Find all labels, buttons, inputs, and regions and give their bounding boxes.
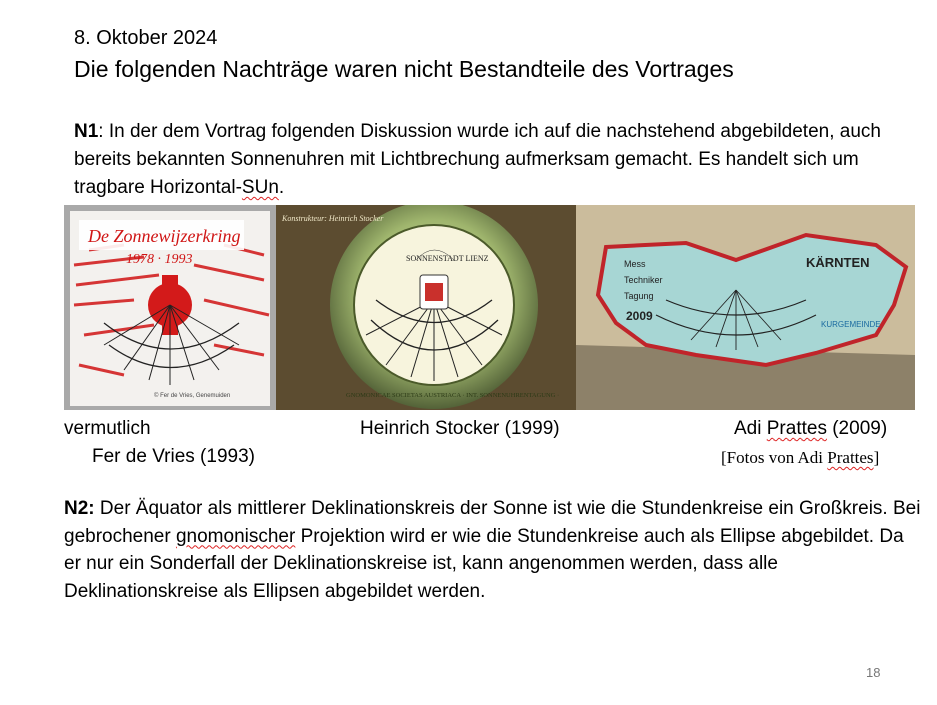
caption-1-line-1: vermutlich — [64, 418, 151, 439]
photo-3-year: 2009 — [626, 309, 653, 323]
caption-1-line-2: Fer de Vries (1993) — [92, 446, 255, 467]
date: 8. Oktober 2024 — [74, 27, 218, 49]
note-n1-text: : In der dem Vortrag folgenden Diskussion wurde ich auf die nachstehend abgebildeten, auch bereits bekannten Sonnenuhren mit Lichtbrechung aufmerksam gemacht. Es handelt sich um tragbare Horizontal- — [74, 121, 881, 198]
photo-fer-de-vries — [64, 205, 276, 410]
photo-3-region: KÄRNTEN — [806, 255, 870, 270]
page-number: 18 — [866, 665, 881, 680]
photo-3-logo-tagung: Tagung — [624, 291, 654, 301]
photo-credit — [721, 448, 879, 468]
note-n2 — [64, 495, 924, 605]
note-n2-underlined: gnomonischer — [175, 525, 296, 547]
photo-3-town: KURGEMEINDE — [821, 320, 881, 329]
photo-1-copyright: © Fer de Vries, Genemuiden — [154, 393, 231, 399]
photo-strip — [64, 205, 915, 410]
caption-2: Heinrich Stocker (1999) — [360, 418, 560, 439]
note-n2-end: Projektion wird er wie die Stundenkreise auch als Ellipse abgebildet. Da er nur ein Sonderfall der Deklinationskreise ist, kann angenommen werden, dass alle Deklinationskreise als Ellipsen abgebildet werden. — [64, 525, 904, 602]
caption-3-name: Prattes — [766, 418, 827, 439]
caption-3 — [734, 418, 887, 440]
photo-heinrich-stocker — [276, 205, 576, 410]
page-title: Die folgenden Nachträge waren nicht Bestandteile des Vortrages — [74, 56, 734, 82]
caption-3-pre: Adi — [734, 418, 767, 439]
photo-adi-prattes — [576, 205, 915, 410]
photo-2-ring-text: GNOMONICAE SOCIETAS AUSTRIACA · INT. SONNENUHRENTAGUNG · — [346, 392, 560, 399]
caption-3-post: (2009) — [826, 418, 888, 439]
note-n1 — [74, 118, 924, 202]
note-n1-label: N1 — [74, 121, 99, 142]
photo-credit-pre: [Fotos von Adi — [721, 448, 828, 467]
photo-3-logo-mess: Mess — [624, 259, 646, 269]
photo-1-years: 1978 · 1993 — [126, 252, 193, 267]
photo-1-title: De Zonnewijzerkring — [88, 226, 241, 246]
note-n2-text: Der Äquator als mittlerer Deklinationskreis der Sonne ist wie die Stundenkreise ein Großkreis. Bei gebrochener — [64, 498, 921, 547]
photo-credit-post: ] — [873, 448, 880, 467]
photo-2-city: SONNENSTADT LIENZ — [406, 254, 489, 263]
photo-3-logo-techniker: Techniker — [624, 275, 663, 285]
photo-credit-name: Prattes — [827, 448, 874, 467]
note-n2-label: N2: — [64, 498, 95, 519]
note-n1-end: . — [278, 177, 285, 198]
note-n1-underlined: SUn — [241, 177, 279, 198]
photo-2-constructor: Konstrukteur: Heinrich Stocker — [282, 214, 384, 223]
